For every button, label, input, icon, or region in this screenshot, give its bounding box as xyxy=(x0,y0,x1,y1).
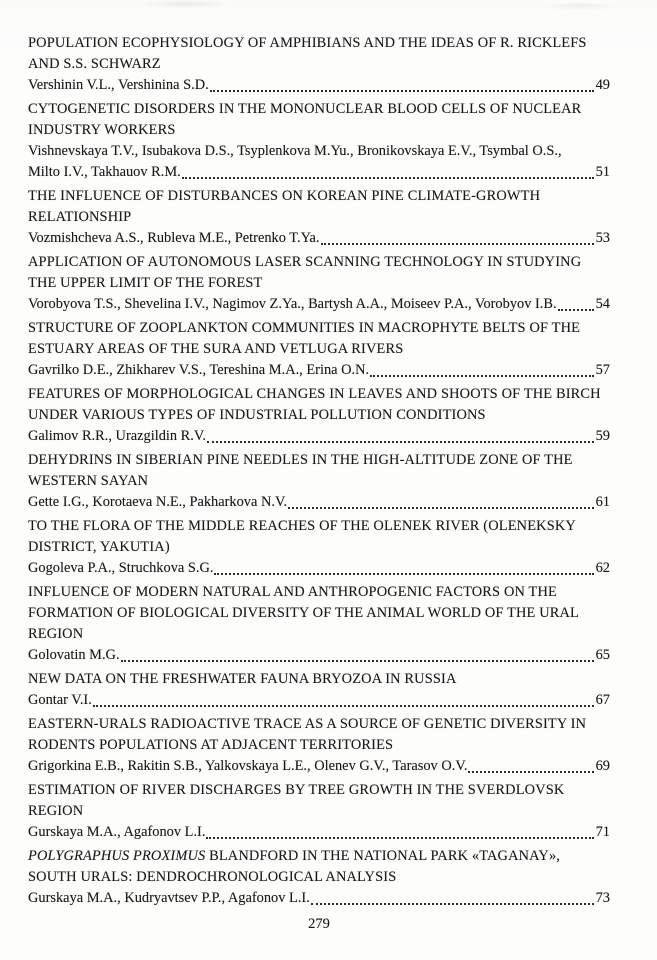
entry-authors-line xyxy=(28,75,610,96)
entry-title-text: NEW DATA ON THE FRESHWATER FAUNA BRYOZOA IN RUSSIA xyxy=(28,671,457,687)
entry-authors-wrap-line: Vishnevskaya T.V., Isubakova D.S., Tsyplenkova M.Yu., Bronikovskaya E.V., Tsymbal O.S., xyxy=(28,143,562,159)
entry-authors-block xyxy=(28,756,610,777)
dot-leader xyxy=(311,903,594,905)
entry-authors-block xyxy=(28,822,610,843)
dot-leader xyxy=(214,573,593,575)
entry-authors-block xyxy=(28,558,610,579)
entry-title-text: INFLUENCE OF MODERN NATURAL AND ANTHROPOGENIC FACTORS ON THE FORMATION OF BIOLOGICAL DIVERSITY OF THE ANIMAL WORLD OF THE URAL REGION xyxy=(28,584,579,642)
entry-page-number: 61 xyxy=(595,494,610,510)
dot-leader xyxy=(321,243,594,245)
toc-entry xyxy=(28,33,610,96)
entry-title-text: ESTIMATION OF RIVER DISCHARGES BY TREE GROWTH IN THE SVERDLOVSK REGION xyxy=(28,782,565,819)
entry-title xyxy=(28,318,610,360)
toc-entry xyxy=(28,450,610,513)
entry-authors: Gogoleva P.A., Struchkova S.G. xyxy=(28,560,214,576)
entry-title-text: EASTERN-URALS RADIOACTIVE TRACE AS A SOURCE OF GENETIC DIVERSITY IN RODENTS POPULATIONS AT ADJACENT TERRITORIES xyxy=(28,716,587,753)
entry-page-number: 53 xyxy=(595,230,610,246)
dot-leader xyxy=(468,771,593,773)
entry-authors-line xyxy=(28,426,610,447)
entry-title-text: THE INFLUENCE OF DISTURBANCES ON KOREAN PINE CLIMATE-GROWTH RELATIONSHIP xyxy=(28,188,541,225)
entry-authors-block xyxy=(28,360,610,381)
entry-authors-block xyxy=(28,690,610,711)
entry-page-number: 71 xyxy=(595,824,610,840)
toc-entry xyxy=(28,252,610,315)
entry-authors: Milto I.V., Takhauov R.M. xyxy=(28,164,181,180)
entry-page-number: 59 xyxy=(595,428,610,444)
toc-entry xyxy=(28,780,610,843)
entry-authors-line xyxy=(28,645,610,666)
toc-entries xyxy=(28,33,610,909)
entry-page-number: 67 xyxy=(595,692,610,708)
entry-authors: Vershinin V.L., Vershinina S.D. xyxy=(28,77,209,93)
entry-authors-line xyxy=(28,492,610,513)
toc-entry xyxy=(28,669,610,711)
toc-entry xyxy=(28,582,610,666)
entry-authors-block xyxy=(28,426,610,447)
entry-authors: Gurskaya M.A., Kudryavtsev P.P., Agafonov L.I. xyxy=(28,890,310,906)
entry-authors: Gavrilko D.E., Zhikharev V.S., Tereshina M.A., Erina O.N. xyxy=(28,362,370,378)
entry-title xyxy=(28,714,610,756)
entry-authors: Vozmishcheva A.S., Rubleva M.E., Petrenko T.Ya. xyxy=(28,230,320,246)
entry-authors: Grigorkina E.B., Rakitin S.B., Yalkovskaya L.E., Olenev G.V., Tarasov O.V. xyxy=(28,758,468,774)
entry-title xyxy=(28,780,610,822)
entry-authors-line xyxy=(28,558,610,579)
toc-entry xyxy=(28,846,610,909)
entry-authors-line xyxy=(28,822,610,843)
toc-entry xyxy=(28,318,610,381)
entry-page-number: 51 xyxy=(595,164,610,180)
entry-title-text: STRUCTURE OF ZOOPLANKTON COMMUNITIES IN MACROPHYTE BELTS OF THE ESTUARY AREAS OF THE SURA AND VETLUGA RIVERS xyxy=(28,320,581,357)
entry-authors: Galimov R.R., Urazgildin R.V. xyxy=(28,428,207,444)
entry-page-number: 54 xyxy=(595,296,610,312)
entry-title xyxy=(28,669,610,690)
toc-entry xyxy=(28,186,610,249)
entry-authors: Gurskaya M.A., Agafonov L.I. xyxy=(28,824,206,840)
entry-title-text: TO THE FLORA OF THE MIDDLE REACHES OF THE OLENEK RIVER (OLENEKSKY DISTRICT, YAKUTIA) xyxy=(28,518,576,555)
toc-entry xyxy=(28,516,610,579)
entry-title xyxy=(28,450,610,492)
entry-authors-block xyxy=(28,294,610,315)
entry-page-number: 73 xyxy=(595,890,610,906)
entry-title xyxy=(28,516,610,558)
entry-authors-block xyxy=(28,75,610,96)
entry-title-text: BLANDFORD IN THE NATIONAL PARK «TAGANAY», SOUTH URALS: DENDROCHRONOLOGICAL ANALYSIS xyxy=(28,848,561,885)
toc-entry xyxy=(28,99,610,183)
entry-page-number: 62 xyxy=(595,560,610,576)
entry-title xyxy=(28,186,610,228)
entry-authors-block xyxy=(28,492,610,513)
page-number: 279 xyxy=(308,916,330,932)
dot-leader xyxy=(558,309,594,311)
entry-authors: Gontar V.I. xyxy=(28,692,92,708)
dot-leader xyxy=(288,507,594,509)
toc-entry xyxy=(28,714,610,777)
entry-page-number: 69 xyxy=(595,758,610,774)
entry-title xyxy=(28,384,610,426)
entry-page-number: 49 xyxy=(595,77,610,93)
entry-title xyxy=(28,99,610,141)
dot-leader xyxy=(182,177,594,179)
dot-leader xyxy=(370,375,593,377)
entry-title-text: CYTOGENETIC DISORDERS IN THE MONONUCLEAR BLOOD CELLS OF NUCLEAR INDUSTRY WORKERS xyxy=(28,101,582,138)
dot-leader xyxy=(207,441,594,443)
dot-leader xyxy=(206,837,593,839)
entry-title-text: APPLICATION OF AUTONOMOUS LASER SCANNING TECHNOLOGY IN STUDYING THE UPPER LIMIT OF THE FOREST xyxy=(28,254,582,291)
entry-authors-line xyxy=(28,756,610,777)
entry-authors-block xyxy=(28,141,610,183)
entry-title-text: FEATURES OF MORPHOLOGICAL CHANGES IN LEAVES AND SHOOTS OF THE BIRCH UNDER VARIOUS TYPES OF INDUSTRIAL POLLUTION CONDITIONS xyxy=(28,386,601,423)
entry-authors-line xyxy=(28,228,610,249)
entry-page-number: 57 xyxy=(595,362,610,378)
entry-title xyxy=(28,33,610,75)
entry-authors: Vorobyova T.S., Shevelina I.V., Nagimov Z.Ya., Bartysh A.A., Moiseev P.A., Vorobyov I.B. xyxy=(28,296,557,312)
dot-leader xyxy=(93,705,594,707)
entry-authors-line xyxy=(28,294,610,315)
entry-title xyxy=(28,582,610,645)
entry-title-text: POPULATION ECOPHYSIOLOGY OF AMPHIBIANS AND THE IDEAS OF R. RICKLEFS AND S.S. SCHWARZ xyxy=(28,35,587,72)
entry-authors-line xyxy=(28,888,610,909)
entry-authors-line xyxy=(28,690,610,711)
entry-title-text: DEHYDRINS IN SIBERIAN PINE NEEDLES IN THE HIGH-ALTITUDE ZONE OF THE WESTERN SAYAN xyxy=(28,452,573,489)
entry-title-italic: POLYGRAPHUS PROXIMUS xyxy=(28,848,206,864)
entry-page-number: 65 xyxy=(595,647,610,663)
dot-leader xyxy=(121,660,594,662)
entry-authors-block xyxy=(28,645,610,666)
dot-leader xyxy=(210,90,594,92)
entry-authors: Gette I.G., Korotaeva N.E., Pakharkova N.V. xyxy=(28,494,288,510)
entry-authors-block xyxy=(28,888,610,909)
entry-title xyxy=(28,252,610,294)
entry-authors-block xyxy=(28,228,610,249)
entry-authors-line xyxy=(28,360,610,381)
entry-title xyxy=(28,846,610,888)
entry-authors-line xyxy=(28,162,610,183)
toc-entry xyxy=(28,384,610,447)
entry-authors: Golovatin M.G. xyxy=(28,647,120,663)
